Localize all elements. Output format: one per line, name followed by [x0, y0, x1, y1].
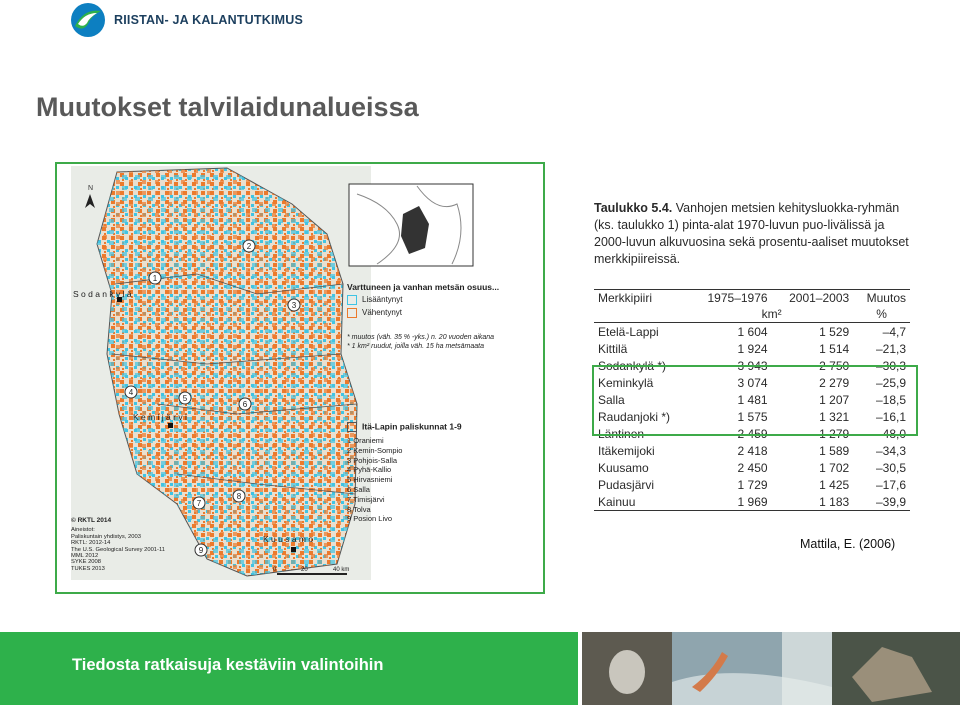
table-header: 1975–1976 — [707, 291, 768, 305]
table-unit-empty — [594, 306, 690, 323]
logo-icon — [70, 2, 106, 38]
table-cell-value: –18,5 — [875, 392, 906, 407]
table-row — [594, 459, 910, 476]
legend-label: Lisääntynyt — [362, 295, 403, 305]
table-header: 2001–2003 — [789, 291, 850, 305]
district-number: 4 — [128, 388, 134, 397]
table-header-row — [594, 290, 910, 307]
district-legend-label: Itä-Lapin paliskunnat 1-9 — [362, 421, 462, 432]
legend-title: Varttuneen ja vanhan metsän osuus... — [347, 282, 500, 292]
district-number: 1 — [152, 274, 158, 283]
table-cell-district: Sodankylä *) — [598, 358, 667, 373]
table-caption — [594, 200, 914, 268]
table-cell-value: 1 589 — [819, 443, 850, 458]
table-cell-value: –48,0 — [875, 426, 906, 441]
table-cell-value: –25,9 — [875, 375, 906, 390]
district-item: 2 Kemin-Sompio — [347, 445, 403, 455]
table-cell-district: Kittilä — [598, 341, 628, 356]
table-cell-value: 1 514 — [819, 341, 850, 356]
north-label: N — [88, 185, 94, 192]
table-block — [594, 200, 914, 509]
highlight-box — [592, 365, 918, 436]
table-cell-value: 2 450 — [737, 460, 768, 475]
table-header: Muutos — [866, 291, 906, 305]
legend-item-decrease — [347, 308, 499, 318]
table-cell-value: 1 183 — [819, 494, 850, 509]
district-item: 1 Oraniemi — [347, 436, 384, 446]
map-legend — [347, 282, 499, 350]
copyright: © RKTL 2014 — [71, 517, 112, 524]
place-sodankyla: S o d a n k y l ä — [73, 289, 132, 299]
table-cell-value: –16,1 — [875, 409, 906, 424]
table-row — [594, 442, 910, 459]
place-kemijarvi: K e m i j ä r v i — [133, 412, 187, 422]
district-swatch-icon — [347, 422, 357, 432]
legend-item-increase — [347, 295, 499, 305]
table-cell-value: 1 425 — [819, 477, 850, 492]
source-line: The U.S. Geological Survey 2001-11 — [71, 546, 165, 553]
district-number: 8 — [236, 492, 242, 501]
caption-number: Taulukko 5.4. — [594, 201, 673, 215]
district-item: 5 Hirvasniemi — [347, 475, 393, 485]
orange-swatch-icon — [347, 308, 357, 318]
page-title: Muutokset talvilaidunalueissa — [36, 92, 419, 122]
table-cell-value: 2 459 — [737, 426, 768, 441]
table-row — [594, 340, 910, 357]
table-cell-value: 2 418 — [737, 443, 768, 458]
district-item: 9 Posion Livo — [347, 514, 393, 524]
footer-photos — [582, 632, 960, 705]
table-cell-value: 1 702 — [819, 460, 850, 475]
source-line: Aineistot: — [71, 527, 95, 534]
source-line: RKTL: 2012-14 — [71, 540, 111, 547]
footer-tagline: Tiedosta ratkaisuja kestäviin valintoihin — [72, 656, 384, 674]
place-kuusamo: K u u s a m o — [263, 534, 314, 544]
table-cell-district: Läntinen — [598, 426, 645, 441]
table-cell-value: –4,7 — [882, 324, 906, 339]
legend-note-2: * 1 km² ruudut, joilla väh. 15 ha metsämaata — [347, 343, 484, 350]
district-number: 7 — [196, 499, 202, 508]
source-line: MML 2012 — [71, 553, 99, 560]
citation: Mattila, E. (2006) — [800, 537, 896, 551]
table-cell-value: 2 750 — [819, 358, 850, 373]
source-line: SYKE 2008 — [71, 559, 101, 566]
legend-note-1: * muutos (väh. 35 % -yks.) n. 20 vuoden aikana — [347, 334, 495, 341]
table-cell-district: Pudasjärvi — [598, 477, 655, 492]
district-legend-title — [347, 422, 462, 432]
district-item: 6 Salla — [347, 485, 370, 495]
logo — [70, 2, 303, 38]
map-sources — [71, 518, 165, 572]
legend-label: Vähentynyt — [362, 308, 403, 318]
district-item: 8 Tolva — [347, 504, 371, 514]
table-row — [594, 493, 910, 511]
caption-text: Vanhojen metsien kehitysluokka-ryhmän (ks. taulukko 1) pinta-alat 1970-luvun puo-livälissä ja 2000-luvun alkuvuosina sekä prosentu-aaliset muutokset merkkipiireissä. — [594, 201, 909, 266]
table-cell-value: –30,5 — [875, 460, 906, 475]
scale-0: 0 — [273, 567, 277, 573]
table-cell-value: 1 529 — [819, 324, 850, 339]
district-item: 3 Pohjois-Salla — [347, 455, 398, 465]
district-number: 2 — [246, 242, 252, 251]
table-cell-value: 1 207 — [819, 392, 850, 407]
district-number: 9 — [198, 546, 204, 555]
table-unit-row — [594, 306, 910, 323]
table-cell-district: Kuusamo — [598, 460, 649, 475]
table-cell-value: –17,6 — [875, 477, 906, 492]
table-cell-district: Itäkemijoki — [598, 443, 655, 458]
district-number: 6 — [242, 400, 248, 409]
cyan-swatch-icon — [347, 295, 357, 305]
table-row — [594, 476, 910, 493]
table-cell-value: 1 969 — [737, 494, 768, 509]
table-cell-value: 1 604 — [737, 324, 768, 339]
table-cell-district: Etelä-Lappi — [598, 324, 659, 339]
table-cell-district: Kainuu — [598, 494, 636, 509]
table-cell-value: 3 943 — [737, 358, 768, 373]
table-cell-value: –21,3 — [875, 341, 906, 356]
table-cell-value: –39,9 — [875, 494, 906, 509]
scale-40: 40 km — [333, 567, 350, 573]
unit-pct: % — [876, 307, 887, 321]
district-number: 3 — [291, 301, 297, 310]
table-cell-district: Raudanjoki *) — [598, 409, 671, 424]
footer-bar — [0, 632, 578, 705]
table-cell-value: 1 481 — [737, 392, 768, 407]
district-item: 7 Timisjärvi — [347, 494, 385, 504]
table-cell-value: 2 279 — [819, 375, 850, 390]
table-row — [594, 323, 910, 341]
district-number: 5 — [182, 394, 188, 403]
table-cell-value: 1 729 — [737, 477, 768, 492]
table-cell-value: 1 575 — [737, 409, 768, 424]
district-legend — [347, 422, 462, 524]
table-cell-district: Salla — [598, 392, 625, 407]
table-cell-value: 1 321 — [819, 409, 850, 424]
district-list — [347, 436, 462, 524]
nature-photo-strip — [582, 632, 960, 705]
district-item: 4 Pyhä-Kallio — [347, 465, 392, 475]
table-cell-value: 1 279 — [819, 426, 850, 441]
map-figure — [55, 162, 545, 594]
source-line: TUKES 2013 — [71, 565, 105, 572]
source-line: Paliskuntain yhdistys, 2003 — [71, 533, 141, 540]
table-cell-value: –34,3 — [875, 443, 906, 458]
logo-text: RIISTAN- JA KALANTUTKIMUS — [114, 13, 304, 27]
scale-20: 20 — [301, 567, 308, 573]
table-cell-district: Keminkylä — [598, 375, 654, 390]
table-header: Merkkipiiri — [598, 291, 652, 305]
table-cell-value: 3 074 — [737, 375, 768, 390]
unit-km: km² — [761, 307, 782, 321]
table-cell-value: –30,3 — [875, 358, 906, 373]
table-cell-value: 1 924 — [737, 341, 768, 356]
